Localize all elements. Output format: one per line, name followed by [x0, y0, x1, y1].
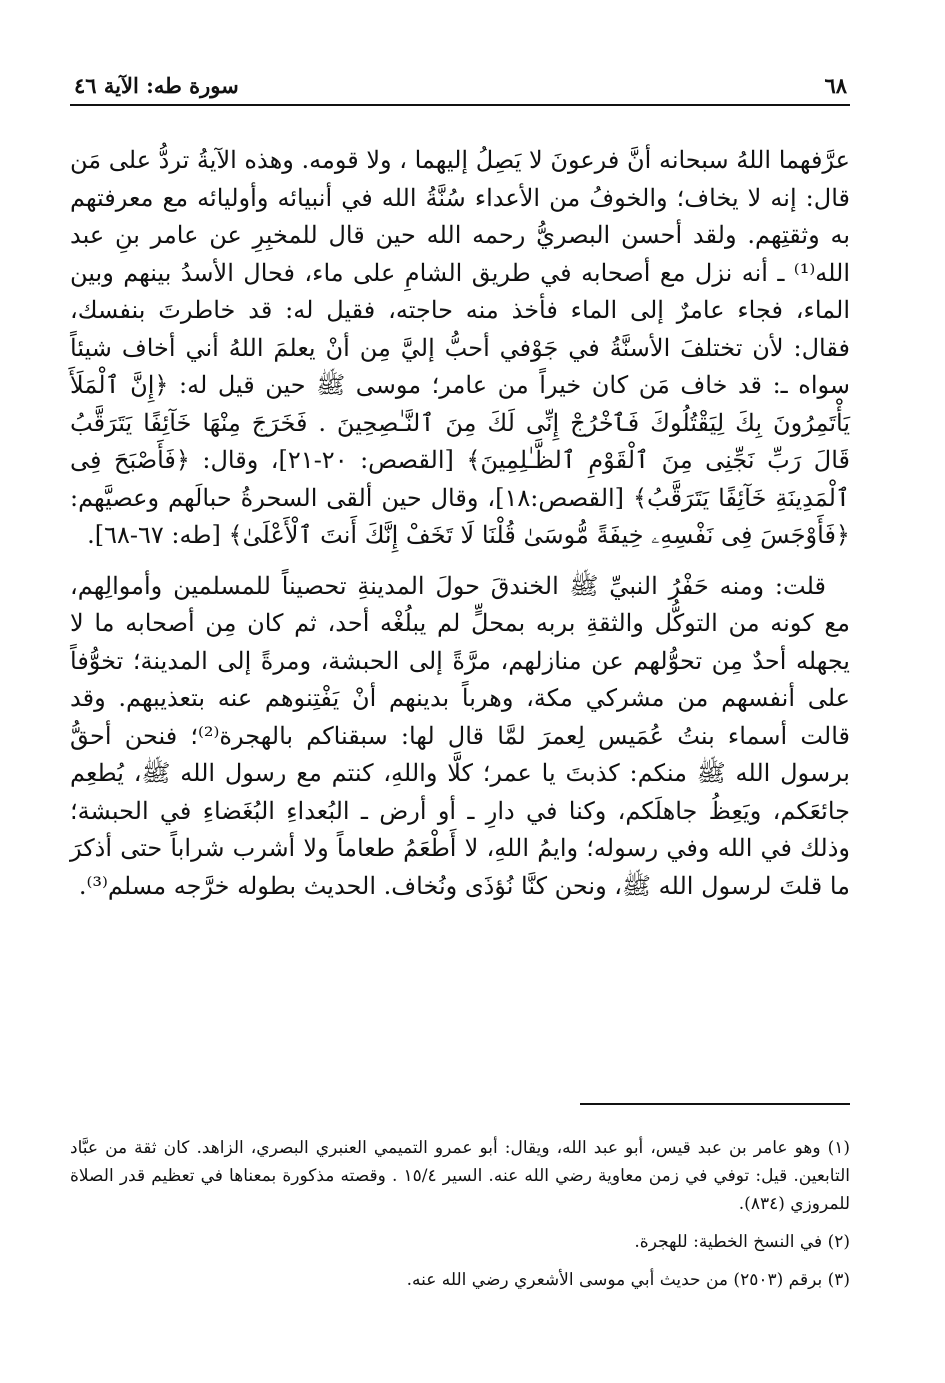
footnote-1: (١) وهو عامر بن عبد قيس، أبو عبد الله، ويقال: أبو عمرو التميمي العنبري البصري، الزاهد. كان ثقة من عبَّاد التابعين. قيل: توفي في زمن معاوية رضي الله عنه. السير ١٥/٤ . وقصته مذكورة بمعناها في تعظيم قدر الصلاة للمروزي (٨٣٤). — [70, 1138, 851, 1214]
running-title: سورة طه: الآية ٤٦ — [74, 72, 239, 98]
header-rule — [70, 104, 850, 106]
footnote-2: (٢) في النسخ الخطية: للهجرة. — [634, 1232, 850, 1252]
page-number: ٦٨ — [824, 72, 847, 98]
running-head — [74, 68, 847, 102]
paragraph-2: قلت: ومنه حَفْرُ النبيِّ ﷺ الخندقَ حولَ المدينةِ تحصيناً للمسلمين وأموالِهم، مع كونه من التوكُّل والثقةِ بربه بمحلٍّ لم يبلُغْه أحد، ثم كان مِن أصحابه ما لا يجهله أحدٌ مِن تحوُّلهم عن منازلهم، مرَّةً إلى الحبشة، ومرةً إلى المدينة؛ تخوُّفاً على أنفسهم من مشركي مكة، وهرباً بدينهم أنْ يَفْتِنوهم عنه بتعذيبهم. وقد قالت أسماء بنتُ عُمَيس لِعمرَ لمَّا قال لها: سبقناكم بالهجرة⁽²⁾؛ فنحن أحقُّ برسول الله ﷺ منكم: كذبتَ يا عمر؛ كلَّا واللهِ، كنتم مع رسول الله ﷺ، يُطعِم جائعَكم، ويَعِظُ جاهلَكم، وكنا في دارِ ـ أو أرض ـ البُعداءِ البُغَضاءِ في الحبشة؛ وذلك في الله وفي رسوله؛ وايمُ اللهِ، لا أَطْعَمُ طعاماً ولا أشرب شراباً حتى أذكرَ ما قلتَ لرسول الله ﷺ، ونحن كنَّا نُؤذَى ونُخاف. الحديث بطوله خرَّجه مسلم⁽³⁾. — [70, 571, 851, 900]
main-text — [70, 142, 850, 905]
footnote-3: (٣) برقم (٢٥٠٣) من حديث أبي موسى الأشعري رضي الله عنه. — [406, 1270, 850, 1290]
paragraph-1: عرَّفهما اللهُ سبحانه أنَّ فرعونَ لا يَصِلُ إليهما ، ولا قومه. وهذه الآيةُ تردُّ على مَن قال: إنه لا يخاف؛ والخوفُ من الأعداء سُنَّةُ الله في أنبيائه وأوليائه مع معرفتهم به وثقتِهم. ولقد أحسن البصريُّ رحمه الله حين قال للمخبِرِ عن عامر بنِ عبد الله⁽¹⁾ ـ أنه نزل مع أصحابه في طريق الشامِ على ماء، فحال الأسدُ بينهم وبين الماء، فجاء عامرٌ إلى الماء فأخذ منه حاجته، فقيل له: قد خاطرتَ بنفسك، فقال: لأن تختلفَ الأسنَّةُ في جَوْفي أحبُّ إليَّ مِن أنْ يعلمَ اللهُ أني أخاف شيئاً سواه ـ: قد خاف مَن كان خيراً من عامر؛ موسى ﷺ حين قيل له: ﴿إِنَّ ٱلْمَلَأَ يَأْتَمِرُونَ بِكَ لِيَقْتُلُوكَ فَٱخْرُجْ إِنِّى لَكَ مِنَ ٱلنَّـٰصِحِينَ . فَخَرَجَ مِنْهَا خَآئِفًا يَتَرَقَّبُ قَالَ رَبِّ نَجِّنِى مِنَ ٱلْقَوْمِ ٱلظَّـٰلِمِينَ﴾ [القصص: ٢٠-٢١]، وقال: ﴿فَأَصْبَحَ فِى ٱلْمَدِينَةِ خَآئِفًا يَتَرَقَّبُ﴾ [القصص:١٨]، وقال حين ألقى السحرةُ حبالَهم وعصيَّهم: ﴿فَأَوْجَسَ فِى نَفْسِهِۦ خِيفَةً مُّوسَىٰ قُلْنَا لَا تَخَفْ إِنَّكَ أَنتَ ٱلْأَعْلَىٰ﴾ [طه: ٦٧-٦٨]. — [70, 146, 850, 549]
footnotes — [70, 1134, 850, 1304]
footnote-separator — [580, 1103, 850, 1105]
